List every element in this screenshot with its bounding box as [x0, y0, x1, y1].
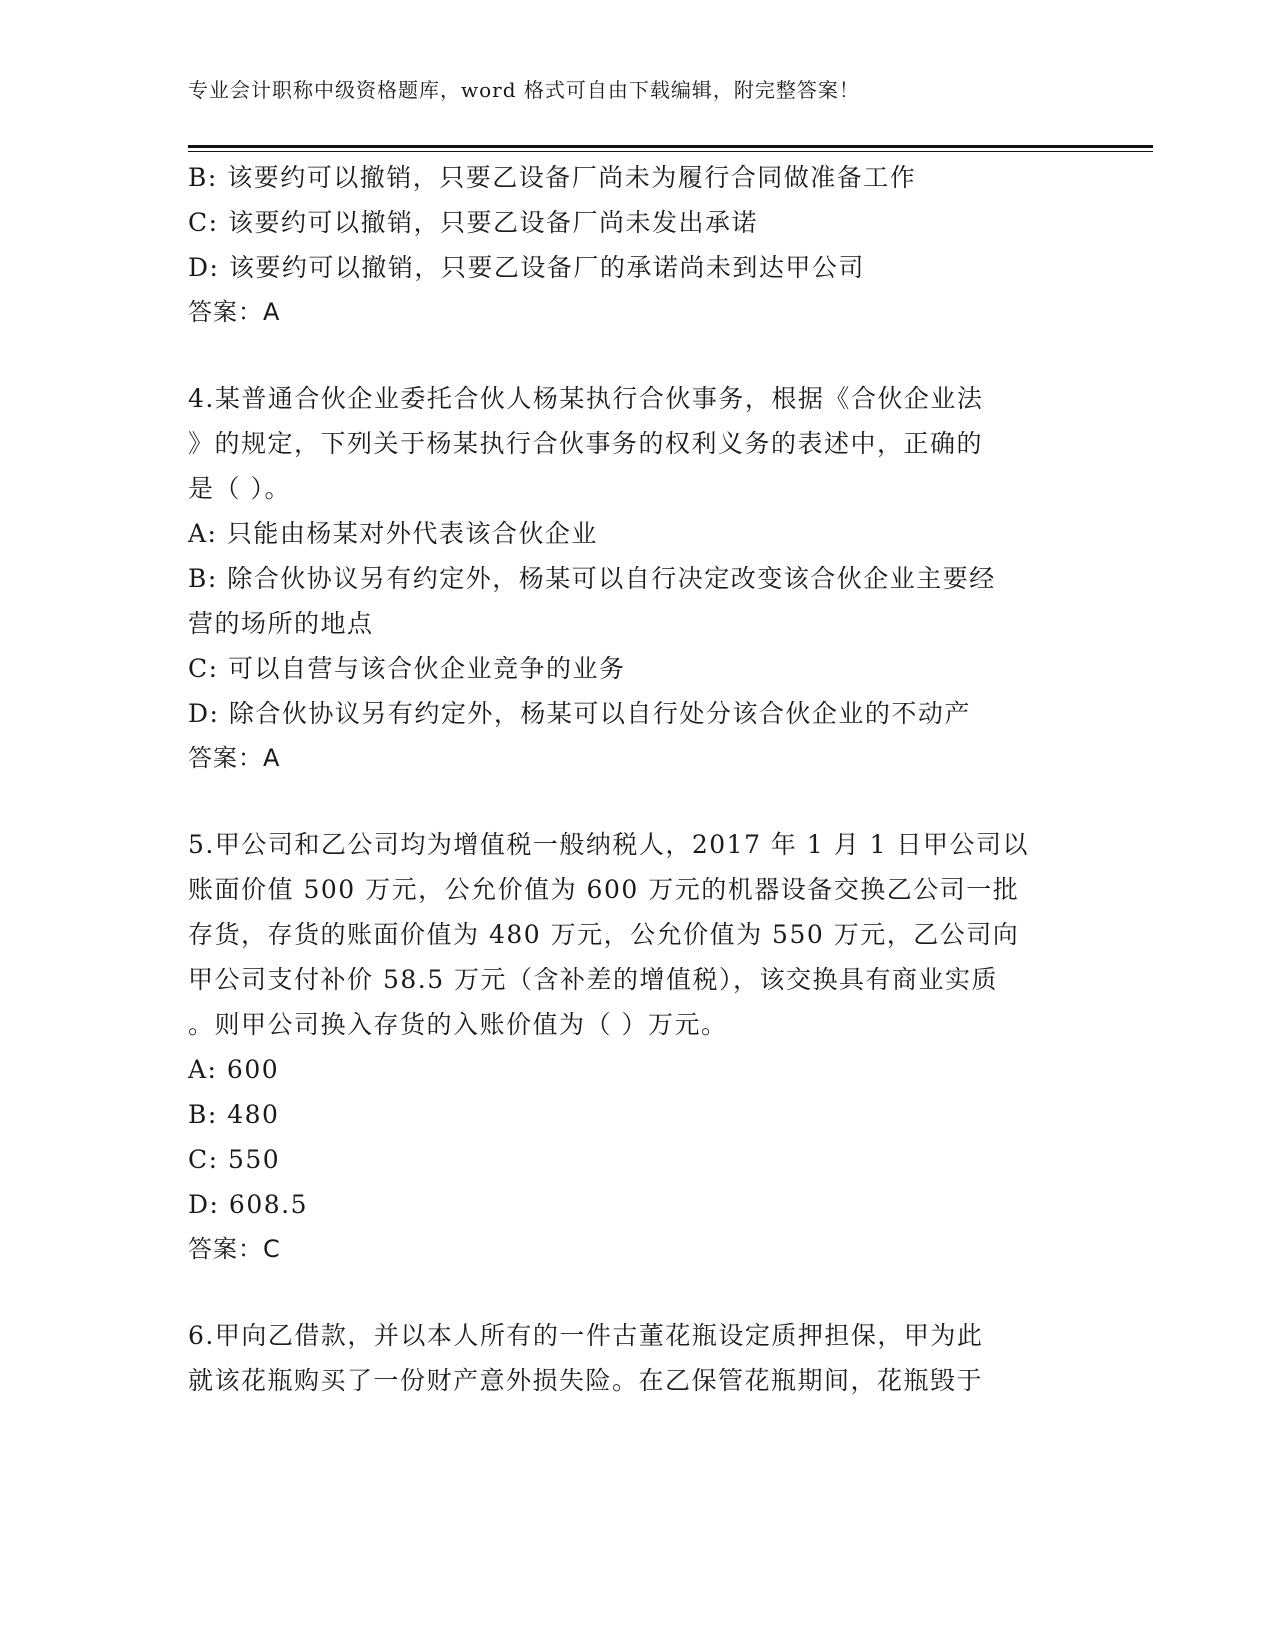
- q5-stem-line: 甲公司支付补价 58.5 万元（含补差的增值税），该交换具有商业实质: [188, 965, 999, 994]
- q5-stem-line: 存货，存货的账面价值为 480 万元，公允价值为 550 万元，乙公司向: [188, 920, 1020, 949]
- q5-option-d: D: 608.5: [188, 1190, 308, 1219]
- q5-stem-line: 账面价值 500 万元，公允价值为 600 万元的机器设备交换乙公司一批: [188, 875, 1020, 904]
- question-5: [188, 822, 1088, 1272]
- q4-option-a: A: 只能由杨某对外代表该合伙企业: [188, 519, 598, 548]
- q3-answer: 答案：A: [188, 298, 281, 326]
- q5-option-a: A: 600: [188, 1055, 280, 1084]
- q4-stem-line: 是（ ）。: [188, 474, 291, 503]
- q4-answer: 答案：A: [188, 744, 281, 772]
- q5-stem-line: 5.甲公司和乙公司均为增值税一般纳税人，2017 年 1 月 1 日甲公司以: [188, 830, 1030, 859]
- question-3: [188, 155, 1088, 335]
- document-body: [188, 155, 1088, 1403]
- q4-option-c: C: 可以自营与该合伙企业竞争的业务: [188, 654, 626, 683]
- header-rule-thin: [188, 151, 1153, 152]
- q4-option-b: B: 除合伙协议另有约定外，杨某可以自行决定改变该合伙企业主要经: [188, 564, 996, 593]
- q5-stem-line: 。则甲公司换入存货的入账价值为（ ）万元。: [188, 1010, 728, 1039]
- q4-option-d: D: 除合伙协议另有约定外，杨某可以自行处分该合伙企业的不动产: [188, 699, 971, 728]
- header-rule-thick: [188, 145, 1153, 148]
- q3-option-b: B: 该要约可以撤销，只要乙设备厂尚未为履行合同做准备工作: [188, 163, 917, 192]
- q6-stem-line: 6.甲向乙借款，并以本人所有的一件古董花瓶设定质押担保，甲为此: [188, 1321, 984, 1350]
- q5-option-b: B: 480: [188, 1100, 280, 1129]
- q5-answer: 答案：C: [188, 1235, 281, 1263]
- q3-option-d: D: 该要约可以撤销，只要乙设备厂的承诺尚未到达甲公司: [188, 253, 865, 282]
- page-header: 专业会计职称中级资格题库，word 格式可自由下载编辑，附完整答案！: [188, 78, 860, 102]
- q4-option-b-cont: 营的场所的地点: [188, 609, 374, 638]
- q4-stem-line: 4.某普通合伙企业委托合伙人杨某执行合伙事务，根据《合伙企业法: [188, 384, 984, 413]
- q3-option-c: C: 该要约可以撤销，只要乙设备厂尚未发出承诺: [188, 208, 758, 237]
- question-4: [188, 376, 1088, 781]
- question-6: [188, 1313, 1088, 1403]
- q4-stem-line: 》的规定，下列关于杨某执行合伙事务的权利义务的表述中，正确的: [188, 429, 984, 458]
- q5-option-c: C: 550: [188, 1145, 281, 1174]
- q6-stem-line: 就该花瓶购买了一份财产意外损失险。在乙保管花瓶期间，花瓶毁于: [188, 1366, 984, 1395]
